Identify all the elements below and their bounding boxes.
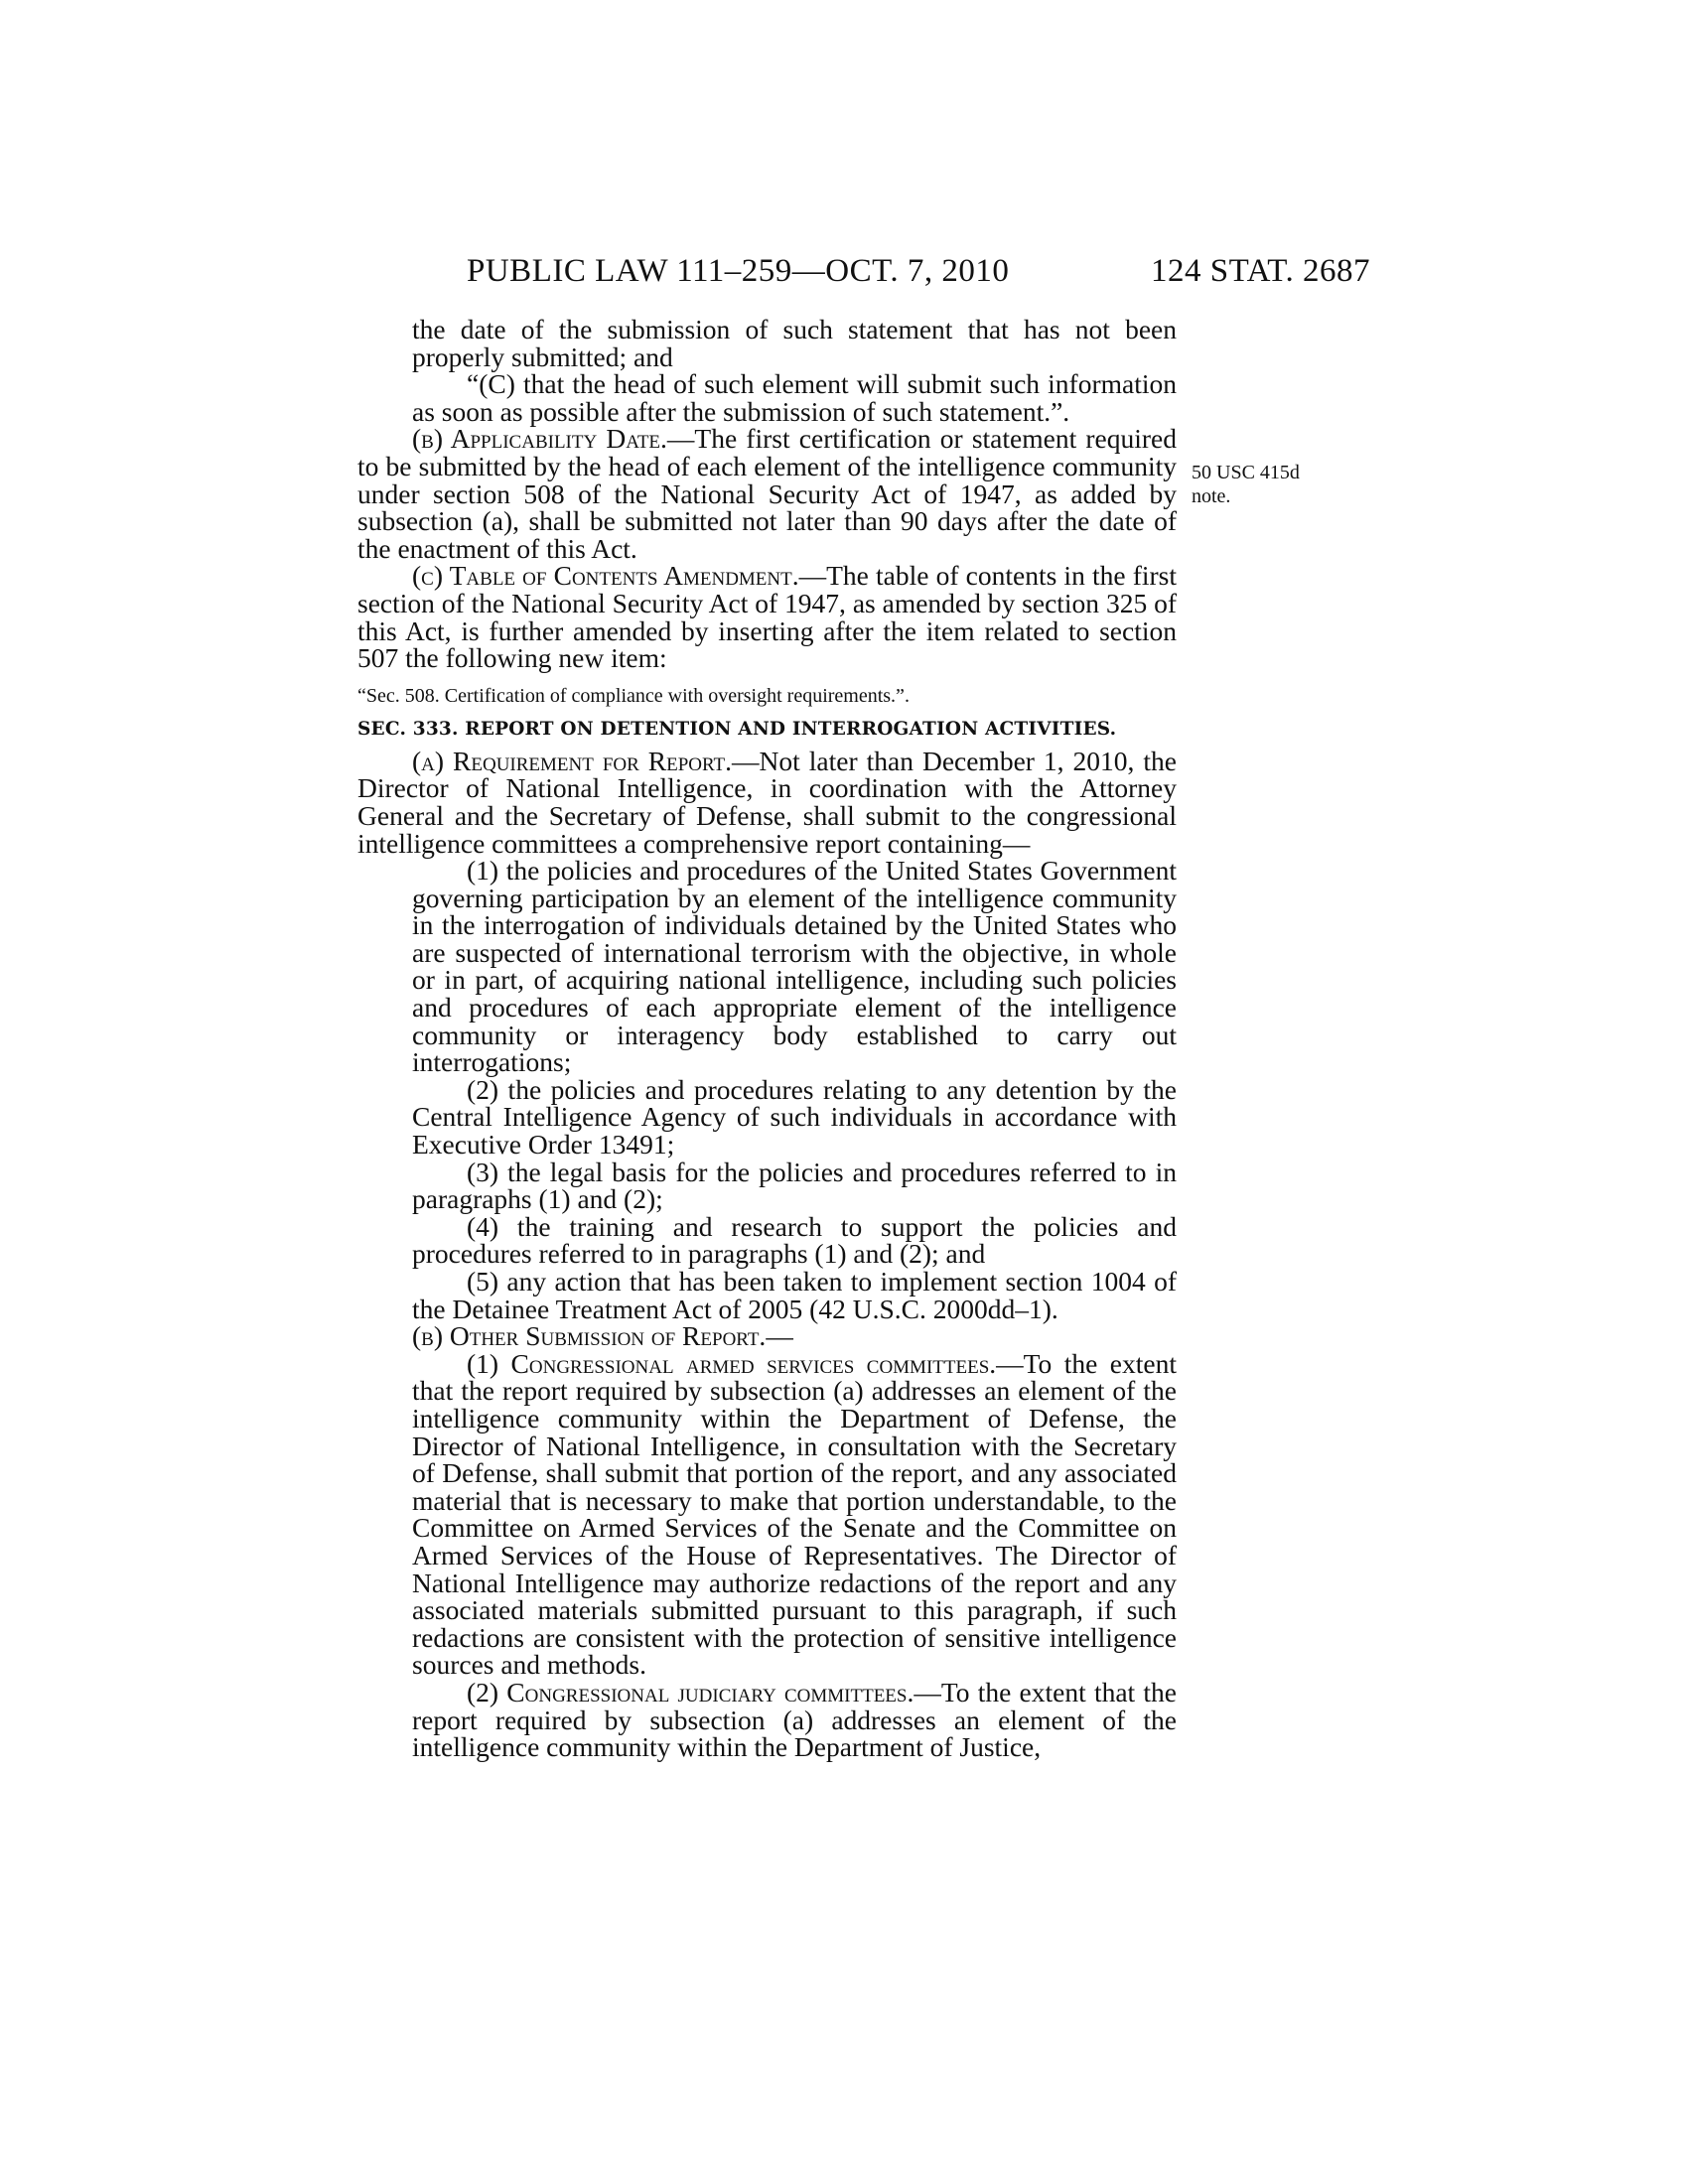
- paragraph-b-2-text: —To the extent that the report required by subsection (a) addresses an element of the intelligence community within the Department of Justice,: [412, 1676, 1178, 1763]
- public-law-citation: PUBLIC LAW 111–259—OCT. 7, 2010: [467, 253, 1010, 289]
- paragraph-4: (4) the training and research to support the policies and procedures referred to in paragraphs (1) and (2); and: [412, 1210, 1177, 1270]
- toc-new-item: “Sec. 508. Certification of compliance with oversight requirements.”.: [357, 684, 910, 707]
- paragraph-b-2-heading: (2) Congressional judiciary committees.: [467, 1676, 914, 1707]
- paragraph-5: (5) any action that has been taken to implement section 1004 of the Detainee Treatment Act of 2005 (42 U.S.C. 2000dd–1).: [412, 1266, 1177, 1324]
- margin-note: [1192, 461, 1300, 508]
- paragraph-b-2: [357, 1676, 1178, 1763]
- subsection-b-other-submission: [357, 1322, 1177, 1350]
- subsection-c: [357, 560, 1177, 674]
- subsection-c-heading: (c) Table of Contents Amendment.: [412, 560, 799, 592]
- statute-page-number: 124 STAT. 2687: [1150, 253, 1370, 289]
- continued-paragraph: the date of the submission of such statement that has not been properly submitted; and: [412, 314, 1177, 372]
- paragraph-b-1-text: —To the extent that the report required by subsection (a) addresses an element of the intelligence community within the Department of Defense, the Director of National Intelligence, in consultation with the Secretary of Defense, shall submit that portion of the report, and any associated material that is necessary to make that portion understandable, to the Committee on Armed Services of the Senate and the Committee on Armed Services of the House of Representatives. The Director of National Intelligence may authorize redactions of the report and any associated materials submitted pursuant to this paragraph, if such redactions are consistent with the protection of sensitive intelligence sources and methods.: [412, 1347, 1177, 1681]
- paragraph-3: (3) the legal basis for the policies and procedures referred to in paragraphs (1) and (2);: [412, 1156, 1177, 1215]
- paragraph-b-1: [357, 1347, 1177, 1681]
- subsection-b-other-heading: (b) Other Submission of Report.: [412, 1320, 767, 1352]
- usc-citation: 50 USC 415d: [1192, 462, 1300, 483]
- running-header: [467, 253, 1370, 293]
- subsection-b-heading: (b) Applicability Date.: [412, 423, 667, 455]
- body-text: [357, 316, 1177, 1761]
- paragraph-2: (2) the policies and procedures relating to any detention by the Central Intelligence Agency of such individuals in accordance with Executive Order 13491;: [412, 1073, 1177, 1160]
- subsection-a-heading: (a) Requirement for Report.: [412, 745, 733, 776]
- paragraph-1: (1) the policies and procedures of the United States Government governing participation by an element of the intelligence community in the interrogation of individuals detained by the United States who are suspected of international terrorism with the objective, in whole or in part, of acquiring national intelligence, including such policies and procedures of each appropriate element of the intelligence community or interagency body established to carry out interrogations;: [412, 855, 1177, 1078]
- subsection-b-other-dash: —: [766, 1320, 793, 1352]
- subsection-a: [357, 745, 1177, 859]
- subsection-a-text: —Not later than December 1, 2010, the Director of National Intelligence, in coordination with the Attorney General and the Secretary of Defense, shall submit to the congressional intelligence committees a comprehensive report containing—: [357, 745, 1177, 859]
- subsection-b: [357, 425, 1177, 562]
- paragraph-b-1-heading: (1) Congressional armed services committees.: [467, 1347, 997, 1379]
- subsection-b-text: —The first certification or statement required to be submitted by the head of each element of the intelligence community under section 508 of the National Security Act of 1947, as added by subsection (a), shall be submitted not later than 90 days after the date of the enactment of this Act.: [357, 423, 1177, 564]
- clause-c: “(C) that the head of such element will submit such information as soon as possible after the submission of such statement.”.: [412, 368, 1177, 427]
- subsection-c-text: —The table of contents in the first section of the National Security Act of 1947, as amended by section 325 of this Act, is further amended by inserting after the item related to section 507 the following new item:: [357, 560, 1177, 674]
- usc-note-label: note.: [1192, 485, 1231, 507]
- section-333-heading: SEC. 333. REPORT ON DETENTION AND INTERROGATION ACTIVITIES.: [357, 718, 1117, 740]
